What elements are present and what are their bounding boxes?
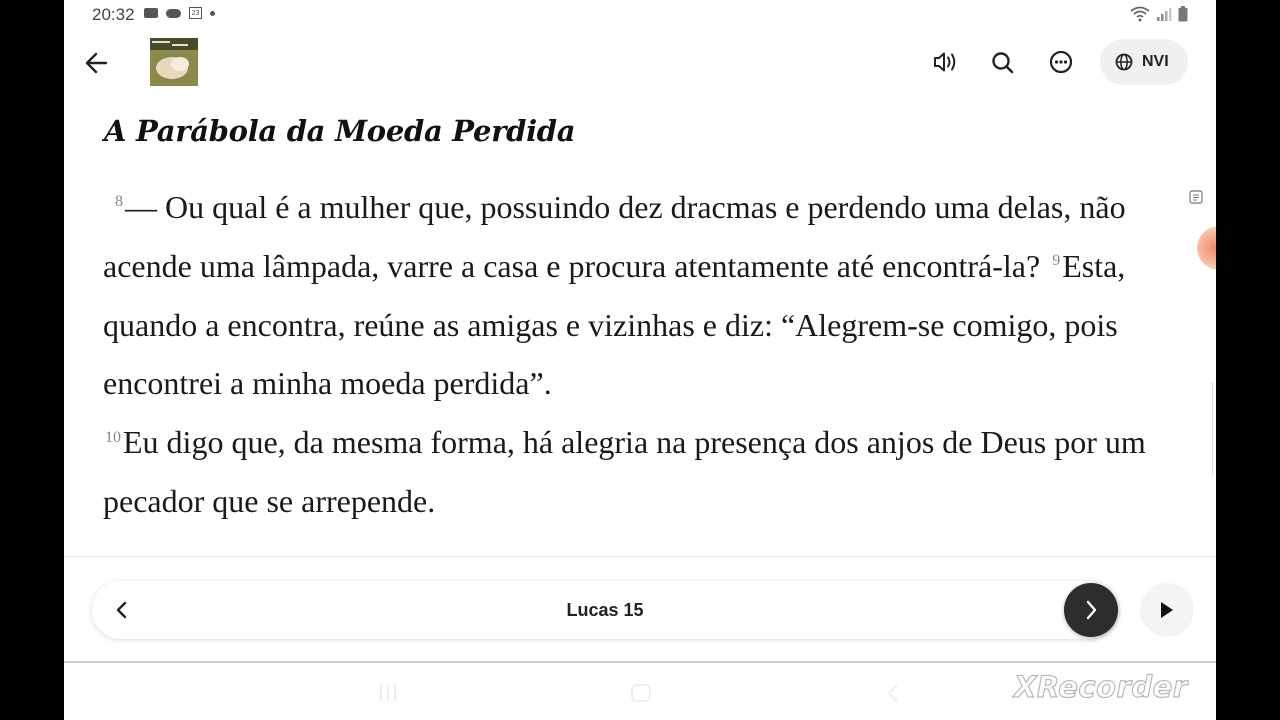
- signal-icon: [1156, 7, 1172, 21]
- play-audio-button[interactable]: [1140, 583, 1194, 637]
- note-icon: [1189, 190, 1203, 204]
- globe-icon: [1114, 52, 1134, 72]
- verse-text[interactable]: — Ou qual é a mulher que, possuindo dez dracmas e perdendo uma delas, não acende uma lâmpada, varre a casa e procura atentamente até encontrá-la?: [103, 189, 1126, 284]
- reading-plan-thumbnail[interactable]: [150, 38, 198, 86]
- verse-number[interactable]: 9: [1052, 252, 1061, 270]
- bible-reader-screen: [64, 0, 1216, 720]
- search-button[interactable]: [985, 44, 1021, 80]
- system-status-icons: [1130, 6, 1188, 22]
- verse-number[interactable]: 8: [115, 193, 123, 211]
- recorder-watermark: XRecorder: [1014, 670, 1188, 704]
- version-selector[interactable]: [1100, 39, 1188, 85]
- chapter-selector[interactable]: Lucas 15: [566, 600, 644, 620]
- next-chapter-button[interactable]: [1064, 583, 1118, 637]
- chapter-navigation: [92, 581, 1118, 639]
- play-icon: [1140, 583, 1194, 637]
- audio-button[interactable]: [928, 44, 964, 80]
- notification-icons: [144, 7, 215, 19]
- verse-number[interactable]: 10: [105, 428, 121, 446]
- section-title: A Parábola da Moeda Perdida: [104, 114, 576, 148]
- hands-coins-image: [150, 38, 198, 86]
- recent-apps-icon: [378, 683, 398, 703]
- notes-button[interactable]: [1189, 190, 1203, 204]
- chapter-text: [103, 178, 1183, 531]
- recent-apps-button[interactable]: [378, 683, 398, 708]
- chevron-right-icon: [1064, 583, 1118, 637]
- cloud-icon: [166, 9, 181, 18]
- scrollbar[interactable]: [1212, 382, 1216, 476]
- system-back-button[interactable]: [884, 683, 904, 708]
- more-horizontal-circle-icon: [1043, 44, 1079, 80]
- more-options-button[interactable]: [1043, 44, 1079, 80]
- version-label: NVI: [1142, 53, 1169, 70]
- status-time: 20:32: [92, 5, 135, 24]
- home-button[interactable]: [630, 683, 652, 708]
- wifi-icon: [1130, 6, 1150, 22]
- speaker-icon: [928, 44, 964, 80]
- verse-text[interactable]: Eu digo que, da mesma forma, há alegria na presença dos anjos de Deus por um pecador que se arrepende.: [103, 424, 1146, 519]
- arrow-left-icon: [82, 46, 112, 80]
- verse-text[interactable]: Esta, quando a encontra, reúne as amigas e vizinhas e diz: “Alegrem-se comigo, pois encontrei a minha moeda perdida”.: [103, 247, 1126, 402]
- home-icon: [630, 683, 652, 703]
- highlight-indicator[interactable]: [1197, 226, 1216, 270]
- status-bar: [64, 0, 1216, 30]
- calendar-icon: 23: [189, 7, 202, 19]
- more-notifications-dot-icon: [210, 11, 215, 16]
- search-icon: [985, 44, 1021, 80]
- system-back-icon: [884, 683, 904, 703]
- video-recording-icon: [144, 8, 158, 18]
- battery-icon: [1178, 6, 1188, 22]
- divider: [64, 556, 1216, 557]
- system-navigation-bar: [64, 663, 1216, 720]
- back-button[interactable]: [82, 46, 112, 80]
